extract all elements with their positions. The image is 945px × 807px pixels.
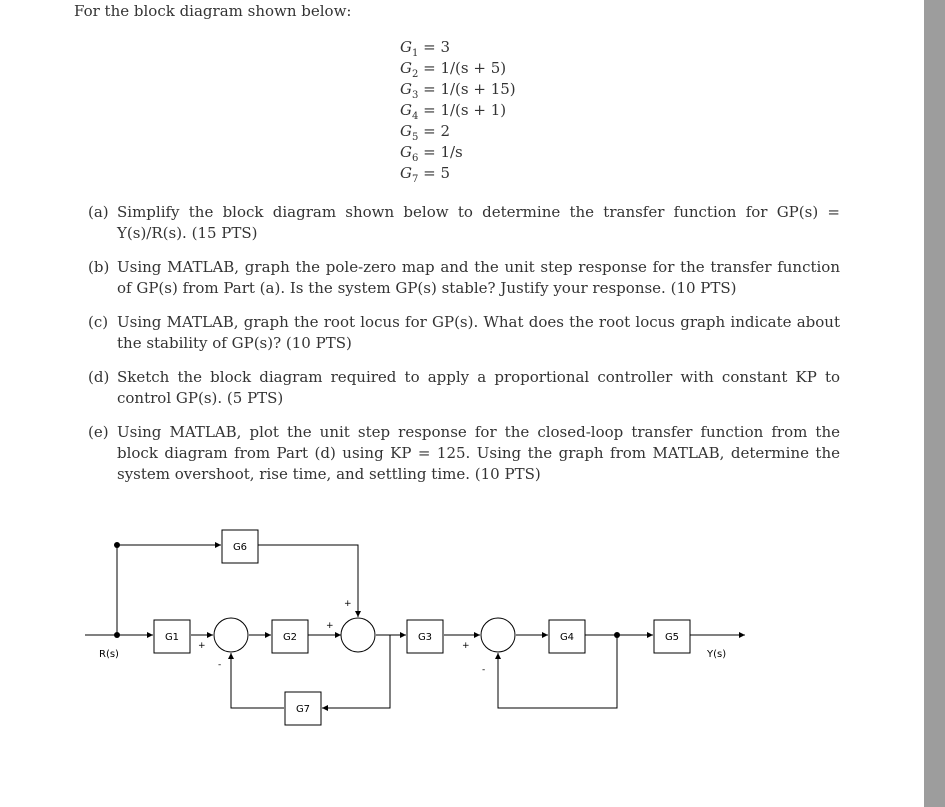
summing-junction-1 bbox=[214, 618, 248, 652]
svg-text:G3: G3 bbox=[417, 632, 433, 643]
block-g4 bbox=[549, 620, 585, 653]
part-label: (b) bbox=[88, 258, 110, 276]
part-text: Using MATLAB, plot the unit step response for the closed-loop transfer function from the block diagram from Part (d) using KP = 125. Using the graph from MATLAB, determine the system overshoot, rise time, and settling time. (10 PTS) bbox=[117, 423, 840, 483]
sign-sum2-input: + bbox=[326, 621, 334, 631]
block-g2 bbox=[272, 620, 308, 653]
question-part-c bbox=[88, 312, 840, 354]
wire-g6-to-sum2 bbox=[258, 545, 358, 617]
part-text: Using MATLAB, graph the pole-zero map and the unit step response for the transfer function of GP(s) from Part (a). Is the system GP(s) stable? Justify your response. (10 PTS) bbox=[117, 258, 840, 297]
svg-text:G6: G6 bbox=[232, 542, 248, 553]
question-part-d bbox=[88, 367, 840, 409]
input-label: R(s) bbox=[99, 649, 119, 660]
block-g5 bbox=[654, 620, 690, 653]
takeoff-point-input bbox=[114, 632, 120, 638]
corner-dot bbox=[114, 542, 120, 548]
equation-g4: $G_4 = 1/(s + 1)$ bbox=[400, 101, 507, 122]
part-label: (a) bbox=[88, 203, 109, 221]
svg-text:G7: G7 bbox=[295, 704, 311, 715]
svg-text:G1: G1 bbox=[164, 632, 180, 643]
sign-sum3-feedback: - bbox=[482, 665, 486, 675]
equation-g1: $G_1 = 3$ bbox=[400, 38, 451, 59]
equation-g3: $G_3 = 1/(s + 15)$ bbox=[400, 80, 516, 101]
equation-g6: $G_6 = 1/s$ bbox=[400, 143, 463, 164]
equation-g5: $G_5 = 2$ bbox=[400, 122, 451, 143]
sign-sum1-feedback: - bbox=[218, 660, 222, 670]
equation-g7: $G_7 = 5$ bbox=[400, 164, 451, 185]
question-part-a bbox=[88, 202, 840, 244]
block-g1 bbox=[154, 620, 190, 653]
part-text: Sketch the block diagram required to apply a proportional controller with constant KP to control GP(s). (5 PTS) bbox=[117, 368, 840, 407]
sign-sum1-input: + bbox=[198, 641, 206, 651]
question-part-b bbox=[88, 257, 840, 299]
block-g7 bbox=[285, 692, 321, 725]
summing-junction-3 bbox=[481, 618, 515, 652]
part-label: (e) bbox=[88, 423, 109, 441]
output-label: Y(s) bbox=[707, 649, 727, 660]
part-label: (c) bbox=[88, 313, 109, 331]
sign-sum3-input: + bbox=[462, 641, 470, 651]
intro-text: For the block diagram shown below: bbox=[74, 2, 352, 20]
block-diagram bbox=[0, 500, 924, 807]
svg-text:G4: G4 bbox=[559, 632, 575, 643]
takeoff-point-g4 bbox=[614, 632, 620, 638]
question-part-e bbox=[88, 422, 840, 485]
part-label: (d) bbox=[88, 368, 110, 386]
part-text: Simplify the block diagram shown below to determine the transfer function for GP(s) = Y(s)/R(s). (15 PTS) bbox=[117, 203, 840, 242]
equation-g2: $G_2 = 1/(s + 5)$ bbox=[400, 59, 507, 80]
wire-g7-to-sum1 bbox=[231, 653, 284, 708]
sign-sum2-top: + bbox=[344, 599, 352, 609]
block-g3 bbox=[407, 620, 443, 653]
svg-text:G5: G5 bbox=[664, 632, 680, 643]
part-text: Using MATLAB, graph the root locus for GP(s). What does the root locus graph indicate about the stability of GP(s)? (10 PTS) bbox=[117, 313, 840, 352]
summing-junction-2 bbox=[341, 618, 375, 652]
vertical-scrollbar[interactable] bbox=[924, 0, 945, 807]
block-g6 bbox=[222, 530, 258, 563]
svg-text:G2: G2 bbox=[282, 632, 298, 643]
